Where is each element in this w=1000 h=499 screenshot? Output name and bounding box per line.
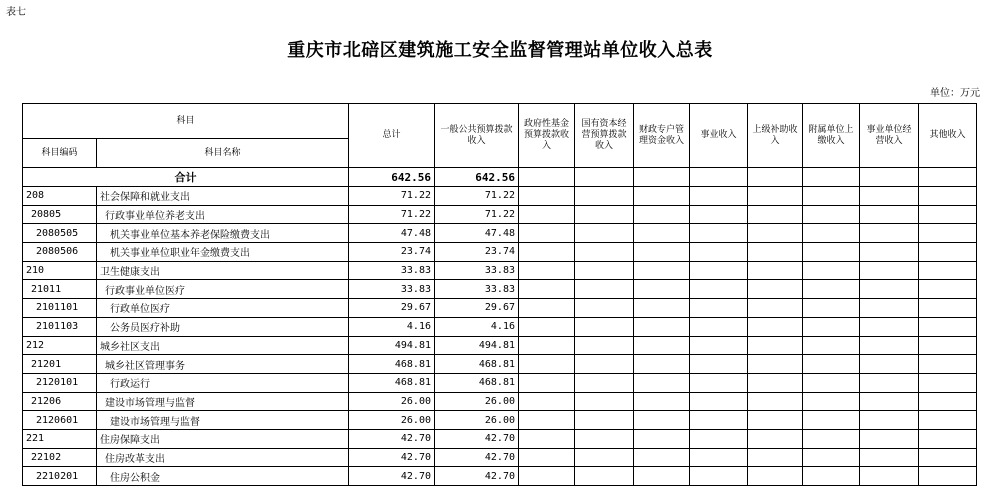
superior-subsidy-header: 上级补助收入 <box>748 104 803 168</box>
empty-cell <box>575 355 634 374</box>
row-code: 21201 <box>23 355 97 374</box>
empty-cell <box>860 299 919 318</box>
row-general-budget: 42.70 <box>435 467 519 486</box>
empty-cell <box>803 355 860 374</box>
empty-cell <box>690 355 748 374</box>
empty-cell <box>519 280 575 299</box>
empty-cell <box>519 392 575 411</box>
row-name: 住房公积金 <box>97 467 349 486</box>
empty-cell <box>748 299 803 318</box>
empty-cell <box>919 355 977 374</box>
empty-cell <box>919 187 977 206</box>
empty-cell <box>803 299 860 318</box>
row-general-budget: 26.00 <box>435 411 519 430</box>
empty-cell <box>919 448 977 467</box>
empty-cell <box>575 467 634 486</box>
empty-cell <box>634 373 690 392</box>
empty-cell <box>919 317 977 336</box>
empty-cell <box>803 429 860 448</box>
empty-cell <box>519 187 575 206</box>
empty-cell <box>575 373 634 392</box>
empty-cell <box>575 299 634 318</box>
empty-cell <box>803 448 860 467</box>
empty-cell <box>919 411 977 430</box>
empty-cell <box>634 336 690 355</box>
empty-cell <box>919 205 977 224</box>
empty-cell <box>803 261 860 280</box>
row-name: 城乡社区管理事务 <box>97 355 349 374</box>
table-number: 表七 <box>6 7 26 18</box>
gov-fund-header: 政府性基金预算拨款收入 <box>519 104 575 168</box>
empty-cell <box>519 224 575 243</box>
row-name: 行政事业单位医疗 <box>97 280 349 299</box>
empty-cell <box>519 205 575 224</box>
table-row <box>23 317 977 336</box>
row-code: 2210201 <box>23 467 97 486</box>
empty-cell <box>634 299 690 318</box>
row-code: 22102 <box>23 448 97 467</box>
empty-cell <box>690 299 748 318</box>
empty-cell <box>575 280 634 299</box>
row-total: 42.70 <box>349 448 435 467</box>
row-total: 494.81 <box>349 336 435 355</box>
empty-cell <box>803 224 860 243</box>
empty-cell <box>575 243 634 262</box>
income-summary-table <box>22 103 977 486</box>
row-code: 21206 <box>23 392 97 411</box>
empty-cell <box>803 373 860 392</box>
empty-cell <box>519 317 575 336</box>
row-code: 2080506 <box>23 243 97 262</box>
row-total: 42.70 <box>349 467 435 486</box>
empty-cell <box>575 317 634 336</box>
empty-cell <box>803 317 860 336</box>
state-capital-header: 国有资本经营预算拨款收入 <box>575 104 634 168</box>
row-total: 468.81 <box>349 355 435 374</box>
row-code: 212 <box>23 336 97 355</box>
empty-cell <box>748 429 803 448</box>
empty-cell <box>575 336 634 355</box>
empty-cell <box>519 429 575 448</box>
row-total: 47.48 <box>349 224 435 243</box>
empty-cell <box>690 467 748 486</box>
empty-cell <box>860 261 919 280</box>
table-row <box>23 448 977 467</box>
empty-cell <box>919 280 977 299</box>
empty-cell <box>575 411 634 430</box>
empty-cell <box>748 187 803 206</box>
empty-cell <box>690 317 748 336</box>
empty-cell <box>748 280 803 299</box>
empty-cell <box>690 429 748 448</box>
row-general-budget: 468.81 <box>435 355 519 374</box>
empty-cell <box>860 429 919 448</box>
row-general-budget: 33.83 <box>435 280 519 299</box>
row-code: 2101103 <box>23 317 97 336</box>
empty-cell <box>748 243 803 262</box>
empty-cell <box>575 392 634 411</box>
empty-cell <box>919 336 977 355</box>
empty-cell <box>575 261 634 280</box>
row-code: 20805 <box>23 205 97 224</box>
row-code: 2120601 <box>23 411 97 430</box>
empty-cell <box>634 411 690 430</box>
empty-cell <box>634 448 690 467</box>
row-code: 208 <box>23 187 97 206</box>
table-row <box>23 280 977 299</box>
row-code: 2101101 <box>23 299 97 318</box>
unit-label: 单位：万元 <box>930 88 980 99</box>
empty-cell <box>690 411 748 430</box>
row-general-budget: 26.00 <box>435 392 519 411</box>
empty-cell <box>634 205 690 224</box>
row-general-budget: 42.70 <box>435 448 519 467</box>
empty-cell <box>634 280 690 299</box>
empty-cell <box>860 187 919 206</box>
empty-cell <box>634 224 690 243</box>
empty-cell <box>519 373 575 392</box>
empty-cell <box>690 448 748 467</box>
total-label: 合计 <box>23 168 349 187</box>
empty-cell <box>748 317 803 336</box>
row-general-budget: 4.16 <box>435 317 519 336</box>
row-name: 行政事业单位养老支出 <box>97 205 349 224</box>
empty-cell <box>860 336 919 355</box>
subject-header: 科目 <box>23 104 349 139</box>
empty-cell <box>690 205 748 224</box>
empty-cell <box>860 205 919 224</box>
row-name: 社会保障和就业支出 <box>97 187 349 206</box>
empty-cell <box>519 261 575 280</box>
row-name: 行政运行 <box>97 373 349 392</box>
empty-cell <box>860 467 919 486</box>
empty-cell <box>919 373 977 392</box>
table-row <box>23 355 977 374</box>
empty-cell <box>803 205 860 224</box>
empty-cell <box>519 299 575 318</box>
table-row <box>23 243 977 262</box>
empty-cell <box>860 411 919 430</box>
table-row <box>23 373 977 392</box>
row-general-budget: 468.81 <box>435 373 519 392</box>
row-total: 42.70 <box>349 429 435 448</box>
empty-cell <box>860 224 919 243</box>
empty-cell <box>803 243 860 262</box>
row-general-budget: 42.70 <box>435 429 519 448</box>
row-name: 建设市场管理与监督 <box>97 392 349 411</box>
table-row <box>23 224 977 243</box>
row-code: 2080505 <box>23 224 97 243</box>
row-total: 71.22 <box>349 187 435 206</box>
empty-cell <box>748 467 803 486</box>
row-code: 2120101 <box>23 373 97 392</box>
row-general-budget: 47.48 <box>435 224 519 243</box>
table-row <box>23 261 977 280</box>
empty-cell <box>519 467 575 486</box>
table-row <box>23 205 977 224</box>
empty-cell <box>860 448 919 467</box>
row-code: 21011 <box>23 280 97 299</box>
empty-cell <box>575 429 634 448</box>
row-total: 33.83 <box>349 280 435 299</box>
empty-cell <box>690 336 748 355</box>
row-total: 26.00 <box>349 392 435 411</box>
table-row <box>23 336 977 355</box>
empty-cell <box>634 429 690 448</box>
row-name: 行政单位医疗 <box>97 299 349 318</box>
general-budget-header: 一般公共预算拨款收入 <box>435 104 519 168</box>
row-general-budget: 494.81 <box>435 336 519 355</box>
empty-cell <box>919 299 977 318</box>
empty-cell <box>748 411 803 430</box>
empty-cell <box>860 355 919 374</box>
business-operation-header: 事业单位经营收入 <box>860 104 919 168</box>
empty-cell <box>634 243 690 262</box>
empty-cell <box>519 411 575 430</box>
total-value: 642.56 <box>349 168 435 187</box>
empty-cell <box>748 261 803 280</box>
row-name: 城乡社区支出 <box>97 336 349 355</box>
row-general-budget: 23.74 <box>435 243 519 262</box>
empty-cell <box>690 261 748 280</box>
empty-cell <box>634 392 690 411</box>
empty-cell <box>690 392 748 411</box>
row-name: 住房保障支出 <box>97 429 349 448</box>
empty-cell <box>519 336 575 355</box>
table-row <box>23 187 977 206</box>
empty-cell <box>919 224 977 243</box>
row-total: 26.00 <box>349 411 435 430</box>
empty-cell <box>575 187 634 206</box>
empty-cell <box>803 336 860 355</box>
empty-cell <box>860 243 919 262</box>
empty-cell <box>690 187 748 206</box>
row-general-budget: 71.22 <box>435 187 519 206</box>
row-total: 23.74 <box>349 243 435 262</box>
empty-cell <box>748 336 803 355</box>
row-name: 机关事业单位职业年金缴费支出 <box>97 243 349 262</box>
empty-cell <box>575 448 634 467</box>
empty-cell <box>519 243 575 262</box>
empty-cell <box>803 280 860 299</box>
empty-cell <box>919 392 977 411</box>
total-general-value: 642.56 <box>435 168 519 187</box>
row-total: 71.22 <box>349 205 435 224</box>
name-header: 科目名称 <box>97 139 349 168</box>
row-total: 29.67 <box>349 299 435 318</box>
empty-cell <box>748 448 803 467</box>
code-header: 科目编码 <box>23 139 97 168</box>
empty-cell <box>519 448 575 467</box>
empty-cell <box>803 411 860 430</box>
row-general-budget: 29.67 <box>435 299 519 318</box>
affiliated-unit-header: 附属单位上缴收入 <box>803 104 860 168</box>
empty-cell <box>575 205 634 224</box>
row-general-budget: 71.22 <box>435 205 519 224</box>
empty-cell <box>690 243 748 262</box>
empty-cell <box>748 355 803 374</box>
empty-cell <box>748 224 803 243</box>
other-income-header: 其他收入 <box>919 104 977 168</box>
empty-cell <box>575 224 634 243</box>
empty-cell <box>519 355 575 374</box>
row-name: 卫生健康支出 <box>97 261 349 280</box>
table-row <box>23 411 977 430</box>
row-name: 机关事业单位基本养老保险缴费支出 <box>97 224 349 243</box>
empty-cell <box>690 280 748 299</box>
empty-cell <box>634 355 690 374</box>
row-name: 住房改革支出 <box>97 448 349 467</box>
empty-cell <box>748 205 803 224</box>
table-row <box>23 429 977 448</box>
empty-cell <box>634 317 690 336</box>
row-total: 4.16 <box>349 317 435 336</box>
row-total: 468.81 <box>349 373 435 392</box>
empty-cell <box>634 187 690 206</box>
empty-cell <box>860 280 919 299</box>
table-row <box>23 392 977 411</box>
row-code: 210 <box>23 261 97 280</box>
empty-cell <box>919 467 977 486</box>
fiscal-special-header: 财政专户管理资金收入 <box>634 104 690 168</box>
empty-cell <box>634 467 690 486</box>
table-row <box>23 299 977 318</box>
row-total: 33.83 <box>349 261 435 280</box>
empty-cell <box>803 392 860 411</box>
row-name: 公务员医疗补助 <box>97 317 349 336</box>
empty-cell <box>690 224 748 243</box>
empty-cell <box>860 392 919 411</box>
total-row <box>23 168 977 187</box>
empty-cell <box>860 317 919 336</box>
total-header: 总计 <box>349 104 435 168</box>
empty-cell <box>919 243 977 262</box>
empty-cell <box>748 373 803 392</box>
empty-cell <box>748 392 803 411</box>
business-income-header: 事业收入 <box>690 104 748 168</box>
empty-cell <box>860 373 919 392</box>
empty-cell <box>919 261 977 280</box>
row-name: 建设市场管理与监督 <box>97 411 349 430</box>
empty-cell <box>634 261 690 280</box>
row-general-budget: 33.83 <box>435 261 519 280</box>
table-row <box>23 467 977 486</box>
empty-cell <box>919 429 977 448</box>
row-code: 221 <box>23 429 97 448</box>
page-title: 重庆市北碚区建筑施工安全监督管理站单位收入总表 <box>287 40 713 61</box>
empty-cell <box>803 467 860 486</box>
empty-cell <box>803 187 860 206</box>
empty-cell <box>690 373 748 392</box>
